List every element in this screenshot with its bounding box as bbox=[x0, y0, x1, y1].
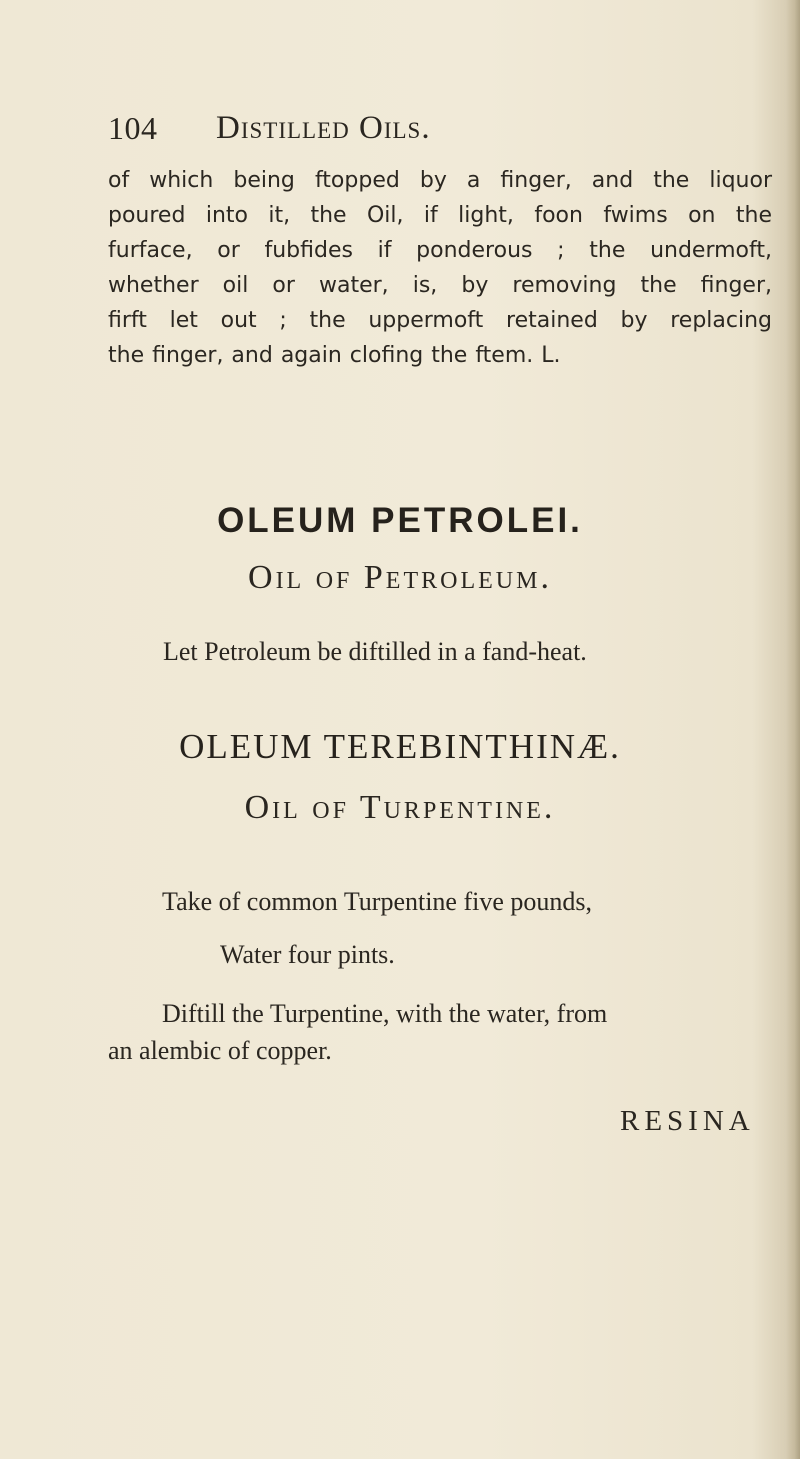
paragraph-line: whether oil or water, is, by removing the finger, bbox=[108, 273, 772, 298]
paragraph-line: the finger, and again clofing the ftem. L. bbox=[108, 343, 561, 368]
heading-oil-of-turpentine: Oil of Turpentine. bbox=[244, 789, 556, 826]
turpentine-instruction-line-1: Diftill the Turpentine, with the water, from bbox=[162, 999, 608, 1028]
heading-oil-of-petroleum: Oil of Petroleum. bbox=[248, 559, 552, 596]
continued-paragraph bbox=[108, 163, 772, 373]
catchword: RESINA bbox=[620, 1105, 755, 1137]
turpentine-ingredient-1: Take of common Turpentine five pounds, bbox=[162, 887, 593, 916]
petroleum-instruction: Let Petroleum be diftilled in a fand-heat. bbox=[163, 637, 587, 666]
turpentine-ingredient-2: Water four pints. bbox=[220, 940, 395, 969]
running-head bbox=[108, 108, 668, 158]
running-title: Distilled Oils. bbox=[216, 110, 431, 146]
heading-oleum-petrolei: OLEUM PETROLEI. bbox=[217, 501, 583, 540]
paragraph-line: firft let out ; the uppermoft retained by replacing bbox=[108, 308, 772, 333]
heading-oleum-terebinthinae: OLEUM TEREBINTHINÆ. bbox=[179, 727, 621, 766]
paragraph-line: poured into it, the Oil, if light, foon fwims on the bbox=[108, 203, 772, 228]
paragraph-line: of which being ftopped by a finger, and the liquor bbox=[108, 168, 772, 193]
turpentine-instruction-line-2: an alembic of copper. bbox=[108, 1036, 332, 1065]
paragraph-line: furface, or fubfides if ponderous ; the undermoft, bbox=[108, 238, 772, 263]
page-number: 104 bbox=[108, 110, 158, 146]
